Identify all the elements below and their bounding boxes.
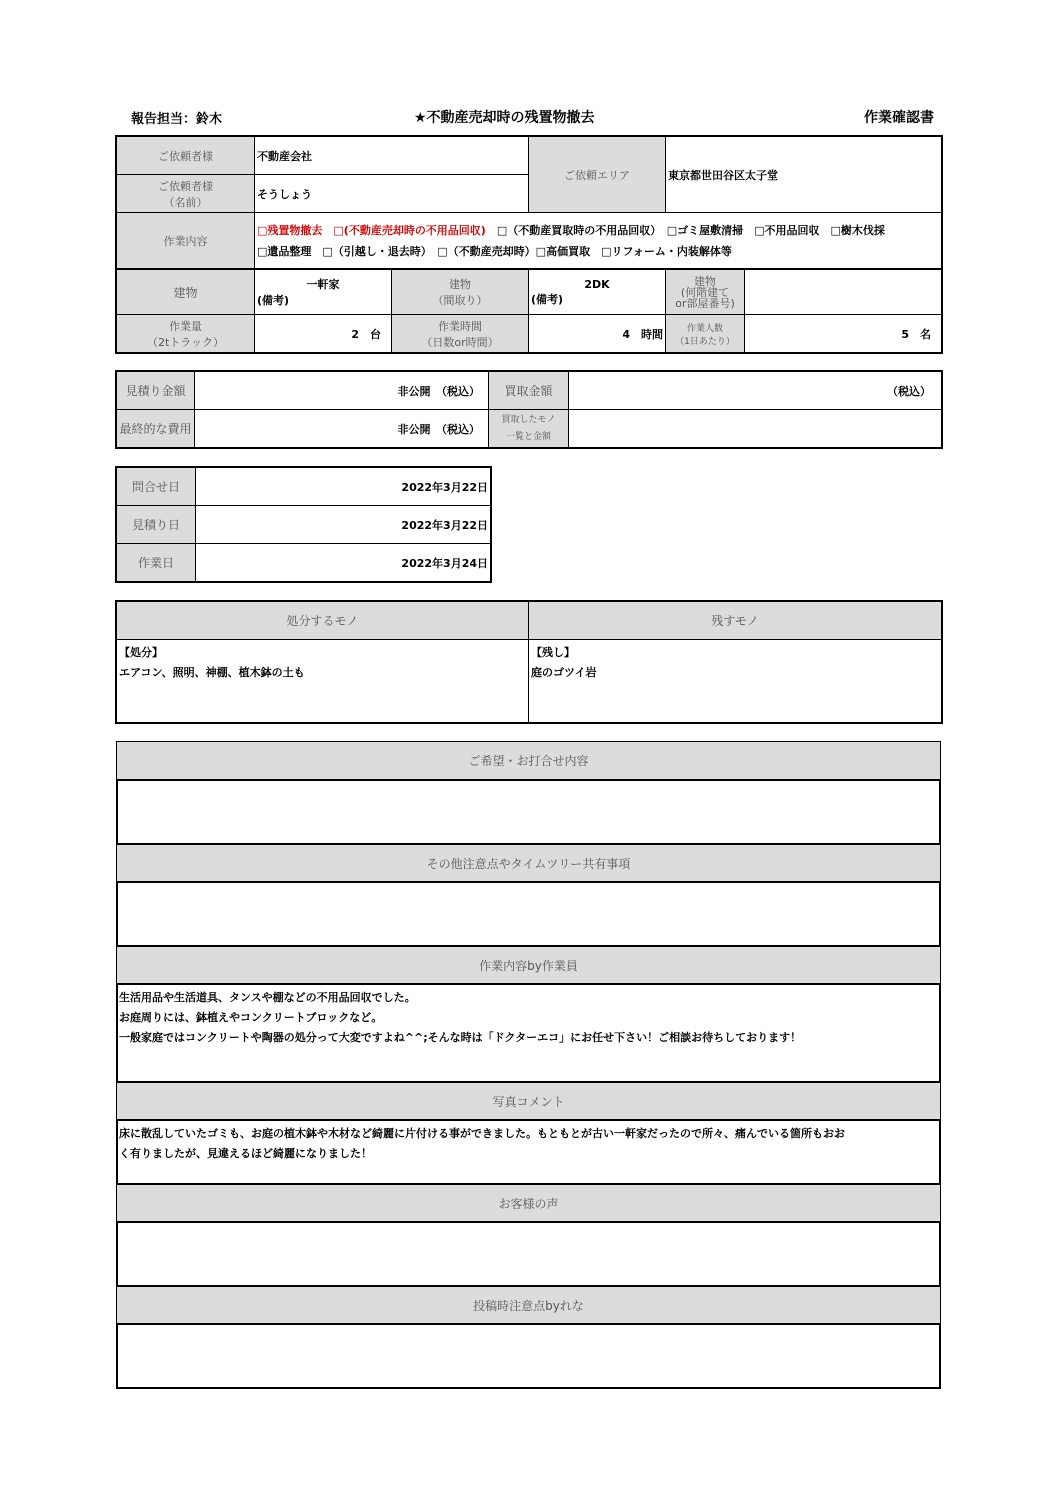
area-label: ご依頼エリア [529, 137, 666, 213]
date-label: 問合せ日 [117, 468, 196, 506]
requester-value: 不動産会社 [255, 137, 529, 175]
layout-label-2: （間取り） [432, 294, 488, 307]
volume-value: 2 台 [255, 315, 392, 353]
layout-cell [529, 270, 666, 315]
doc-type: 作業確認書 [864, 110, 934, 126]
reporter-name: 鈴木 [196, 112, 223, 127]
estimate-label: 見積り金額 [117, 372, 195, 410]
work-options [255, 213, 942, 269]
keep-tag: 【残し】 [531, 646, 575, 659]
layout-label-1: 建物 [449, 278, 471, 291]
area-value: 東京都世田谷区太子堂 [666, 137, 942, 213]
wish-header: ご希望・お打合せ内容 [116, 741, 941, 780]
final-value: 非公開 （税込） [195, 410, 489, 448]
building-note-label: (備考) [257, 294, 290, 307]
time-label [392, 315, 529, 353]
time-label-1: 作業時間 [438, 319, 482, 333]
buy-list-label [489, 410, 569, 448]
dispose-text: エアコン、照明、神棚、植木鉢の土も [119, 666, 305, 679]
people-label-2: （1日あたり） [675, 336, 735, 347]
wish-body [116, 780, 941, 844]
notes-body [116, 882, 941, 946]
keep-text: 庭のゴツイ岩 [531, 666, 597, 679]
date-row [117, 506, 491, 544]
price-table [116, 371, 942, 448]
notes-header: その他注意点やタイムツリー共有事項 [116, 844, 941, 882]
buy-list-label-2: 一覧と金額 [505, 431, 551, 442]
date-label: 作業日 [117, 544, 196, 582]
photo-body: 床に散乱していたゴミも、お庭の植木鉢や木材など綺麗に片付ける事ができました。もともとが古い一軒家だったので所々、痛んでいる箇所もおお く有りましたが、見違えるほど綺麗になりました！ [116, 1120, 941, 1184]
final-label: 最終的な費用 [117, 410, 195, 448]
building-table [116, 269, 942, 353]
post-body [116, 1324, 941, 1389]
requester-label: ご依頼者様 [117, 137, 255, 175]
name-label [117, 175, 255, 213]
layout-value: 2DK [584, 277, 610, 291]
people-label [666, 315, 745, 353]
post-header: 投稿時注意点byれな [116, 1286, 941, 1324]
voice-header: お客様の声 [116, 1184, 941, 1222]
volume-label [117, 315, 255, 353]
people-label-1: 作業人数 [686, 323, 723, 334]
name-value: そうしょう [255, 175, 529, 213]
date-value: 2022年3月22日 [196, 468, 491, 506]
building-type-cell [255, 270, 392, 315]
work-label: 作業内容 [117, 213, 255, 269]
buy-list-value [569, 410, 942, 448]
dates-table [116, 467, 491, 582]
keep-cell [529, 640, 942, 723]
floors-label-3: or部屋番号) [675, 296, 735, 310]
floors-label-2: (何階建て [680, 285, 730, 299]
building-label: 建物 [117, 270, 255, 315]
page-title: ★不動産売却時の残置物撤去 [414, 110, 595, 126]
staff-body: 生活用品や生活道具、タンスや棚などの不用品回収でした。 お庭周りには、鉢植えやコンクリートブロックなど。 一般家庭ではコンクリートや陶器の処分って大変ですよね^^;そんな時は「ドクターエコ」にお任せ下さい！ご相談お待ちしております！ [116, 984, 941, 1082]
items-table [116, 601, 942, 723]
staff-header: 作業内容by作業員 [116, 946, 941, 984]
people-value: 5 名 [745, 315, 942, 353]
buy-value: （税込） [569, 372, 942, 410]
client-table [116, 136, 942, 269]
name-label-1: ご依頼者様 [158, 179, 213, 193]
voice-body [116, 1222, 941, 1286]
building-type: 一軒家 [306, 278, 340, 291]
date-value: 2022年3月24日 [196, 544, 491, 582]
keep-header: 残すモノ [529, 602, 942, 640]
dispose-header: 処分するモノ [117, 602, 529, 640]
floors-label-1: 建物 [694, 274, 716, 288]
volume-label-1: 作業量 [169, 319, 202, 333]
buy-list-label-1: 買取したモノ [501, 414, 556, 425]
date-row [117, 544, 491, 582]
date-row [117, 468, 491, 506]
volume-label-2: （2tトラック） [146, 335, 225, 349]
buy-label: 買取金額 [489, 372, 569, 410]
work-line1-rest: □（不動産買取時の不用品回収） □ゴミ屋敷清掃 □不用品回収 □樹木伐採 [485, 223, 885, 237]
floors-label [666, 270, 745, 315]
layout-label [392, 270, 529, 315]
dispose-cell [117, 640, 529, 723]
time-label-2: （日数or時間） [421, 335, 499, 349]
estimate-value: 非公開 （税込） [195, 372, 489, 410]
floors-value [745, 270, 942, 315]
name-label-2: （名前） [163, 195, 208, 209]
time-value: 4 時間 [529, 315, 666, 353]
photo-header: 写真コメント [116, 1082, 941, 1120]
date-value: 2022年3月22日 [196, 506, 491, 544]
layout-note-label: (備考) [531, 292, 564, 306]
date-label: 見積り日 [117, 506, 196, 544]
work-line1-red: □残置物撤去 □(不動産売却時の不用品回収) [257, 223, 486, 237]
dispose-tag: 【処分】 [119, 646, 163, 659]
work-line2: □遺品整理 □（引越し・退去時） □（不動産売却時）□高価買取 □リフォーム・内装解体等 [257, 244, 732, 258]
reporter-label: 報告担当： [131, 112, 197, 127]
